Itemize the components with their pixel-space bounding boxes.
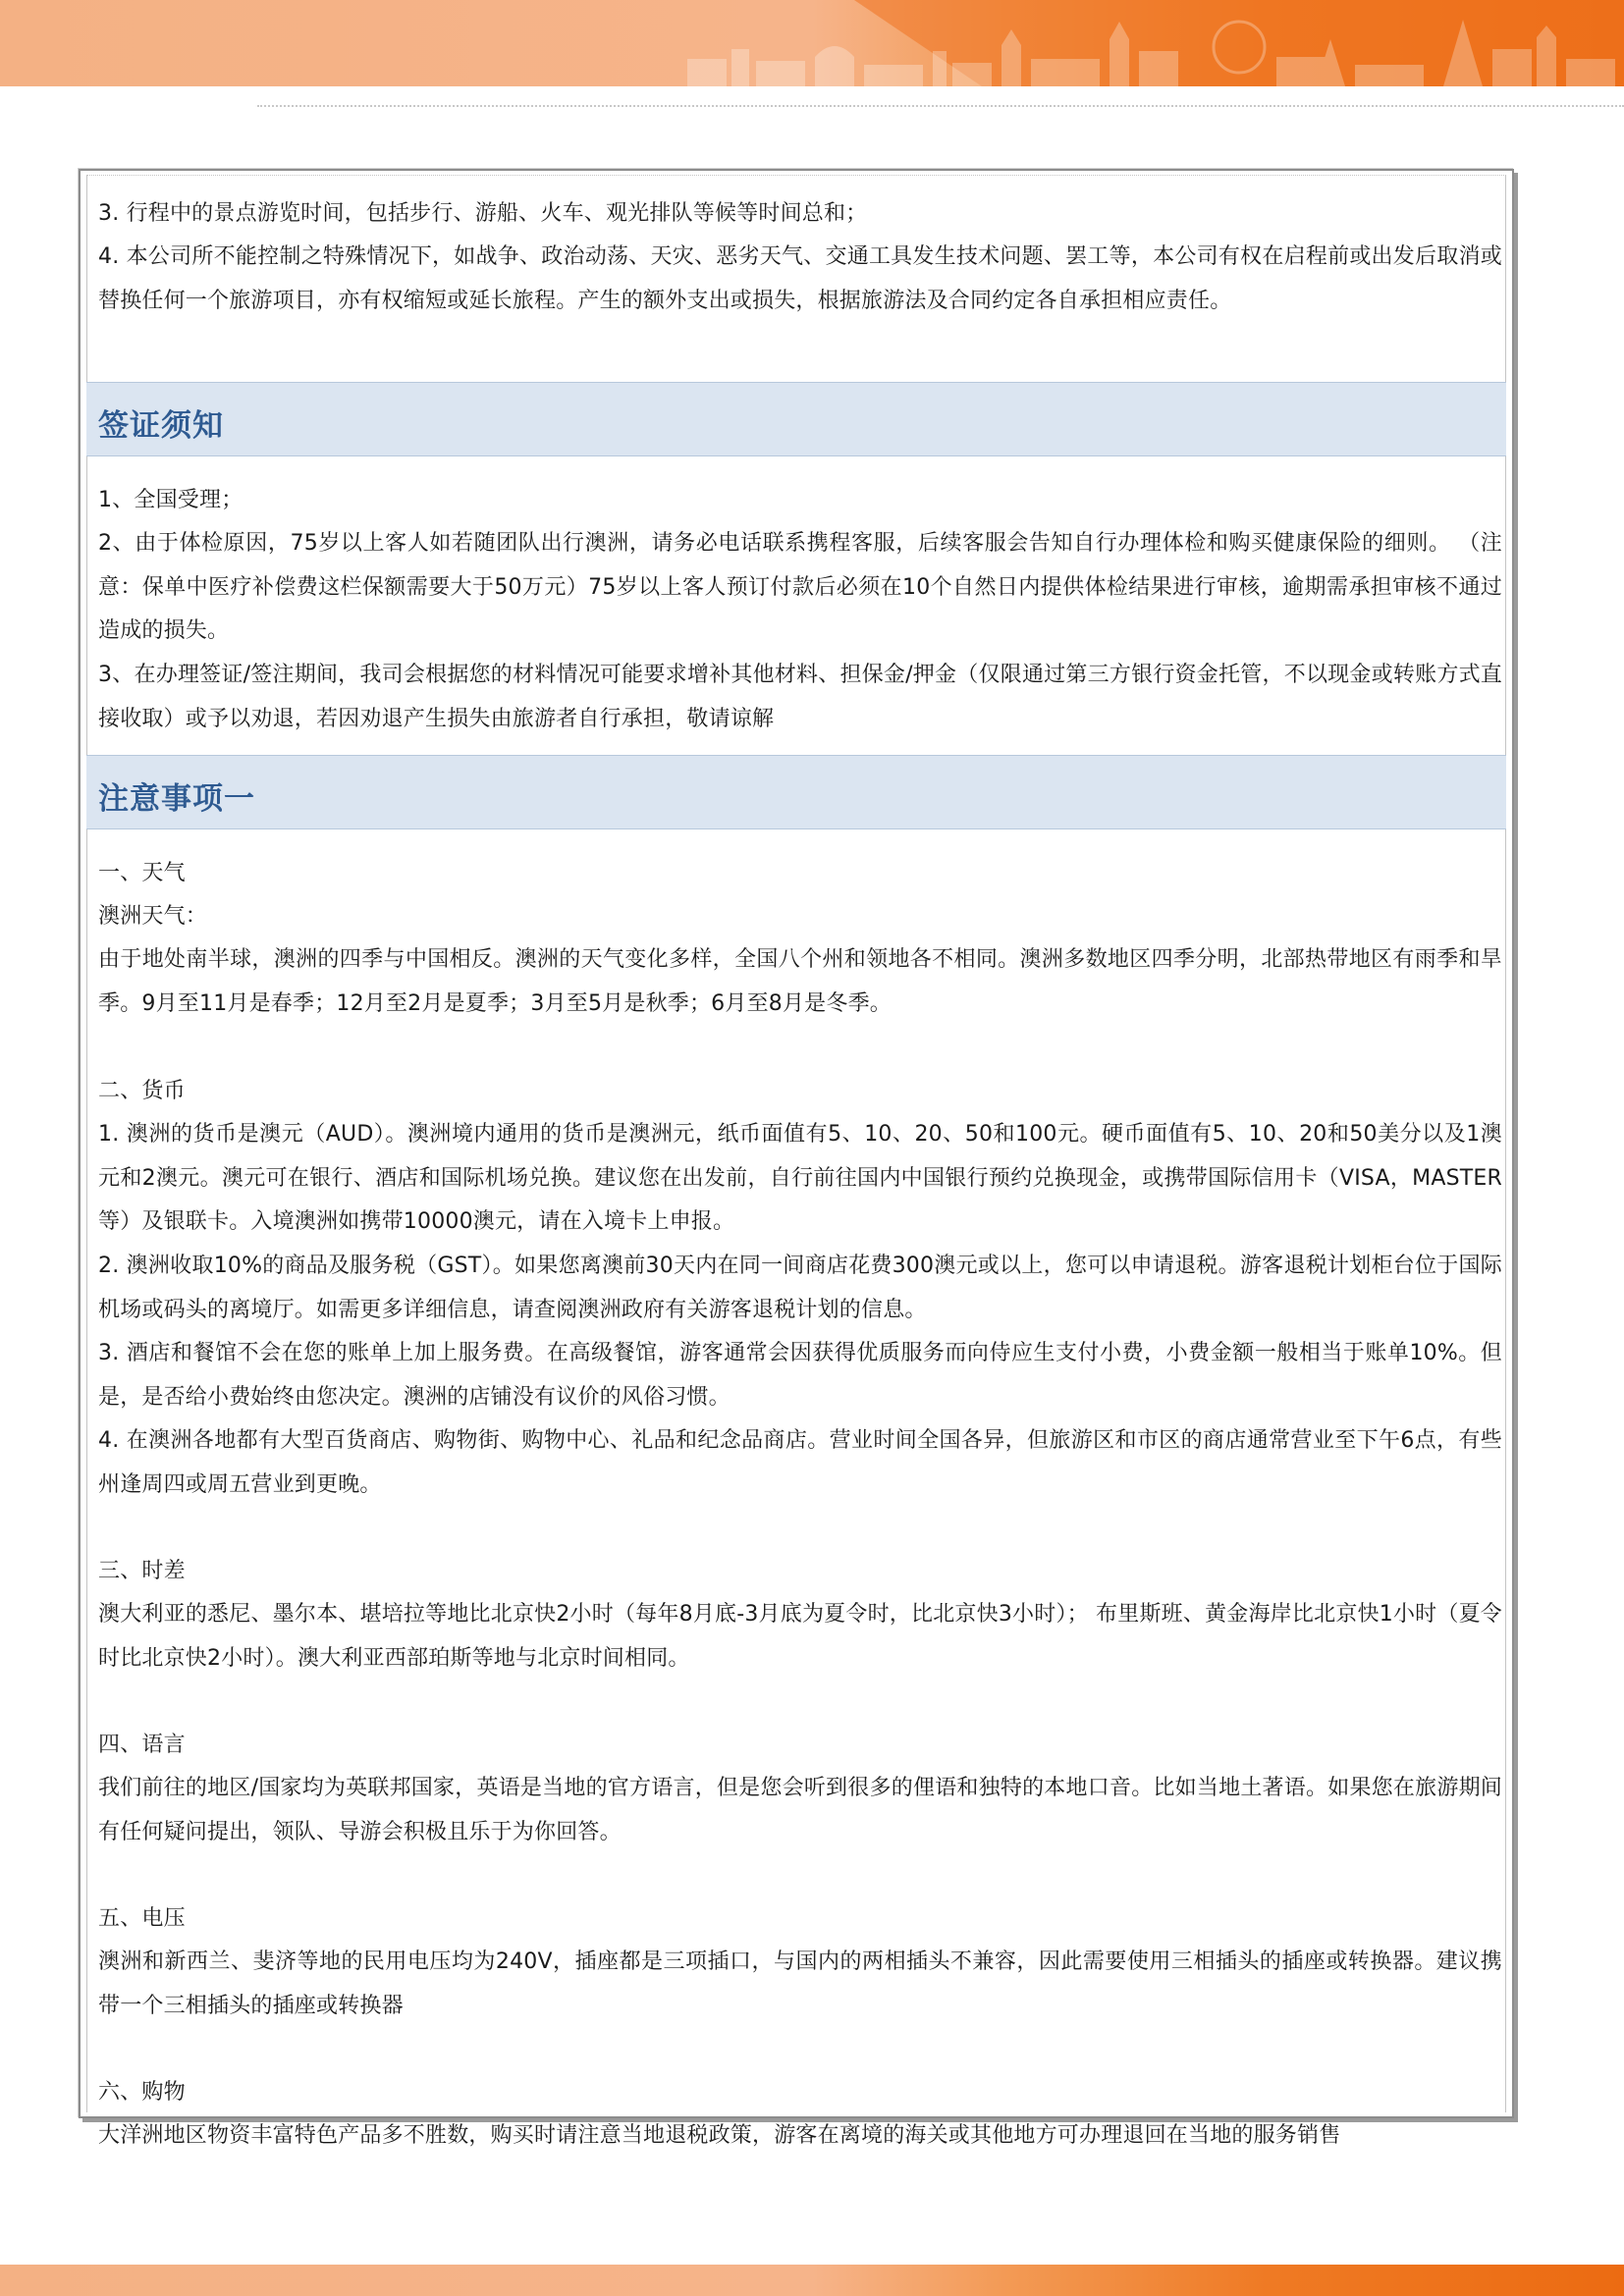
shopping-heading: 六、购物 bbox=[98, 2080, 186, 2105]
currency-item-3: 3. 酒店和餐馆不会在您的账单上加上服务费。在高级餐馆，游客通常会因获得优质服务而向侍应生支付小费，小费金额一般相当于账单10%。但是，是否给小费始终由您决定。澳洲的店铺没有议价的风俗习惯。 bbox=[98, 1341, 1502, 1410]
weather-heading: 一、天气 bbox=[98, 861, 186, 885]
currency-item-2: 2. 澳洲收取10%的商品及服务税（GST）。如果您离澳前30天内在同一间商店花费300澳元或以上，您可以申请退税。游客退税计划柜台位于国际机场或码头的离境厅。如需更多详细信息，请查阅澳洲政府有关游客退税计划的信息。 bbox=[98, 1254, 1502, 1322]
visa-item-1: 1、全国受理； bbox=[98, 488, 244, 512]
currency-item-4: 4. 在澳洲各地都有大型百货商店、购物街、购物中心、礼品和纪念品商店。营业时间全国各异，但旅游区和市区的商店通常营业至下午6点，有些州逢周四或周五营业到更晚。 bbox=[98, 1428, 1502, 1497]
currency-item-1: 1. 澳洲的货币是澳元（AUD）。澳洲境内通用的货币是澳洲元，纸币面值有5、10、20、50和100元。硬币面值有5、10、20和50美分以及1澳元和2澳元。澳元可在银行、酒店和国际机场兑换。建议您在出发前，自行前往国内中国银行预约兑换现金，或携带国际信用卡（VISA，MASTER等）及银联卡。入境澳洲如携带10000澳元，请在入境卡上申报。 bbox=[98, 1122, 1502, 1234]
visa-item-2: 2、由于体检原因，75岁以上客人如若随团队出行澳洲，请务必电话联系携程客服，后续客服会告知自行办理体检和购买健康保险的细则。 （注意：保单中医疗补偿费这栏保额需要大于50万元）75岁以上客人预订付款后必须在10个自然日内提供体检结果进行审核，逾期需承担审核不通过造成的损失。 bbox=[98, 531, 1502, 643]
voltage-heading: 五、电压 bbox=[98, 1906, 186, 1931]
section-header-notes bbox=[86, 755, 1506, 829]
header-banner bbox=[0, 0, 1624, 86]
header-rule bbox=[257, 105, 1624, 107]
shopping-text: 大洋洲地区物资丰富特色产品多不胜数，购买时请注意当地退税政策，游客在离境的海关或其他地方可办理退回在当地的服务销售 bbox=[98, 2123, 1341, 2148]
language-text: 我们前往的地区/国家均为英联邦国家，英语是当地的官方语言，但是您会听到很多的俚语和独特的本地口音。比如当地土著语。如果您在旅游期间有任何疑问提出，领队、导游会积极且乐于为你回答。 bbox=[98, 1776, 1502, 1844]
weather-subheading: 澳洲天气： bbox=[98, 904, 208, 929]
footer-banner bbox=[0, 2265, 1624, 2296]
section-header-visa bbox=[86, 382, 1506, 456]
section-title: 注意事项一 bbox=[98, 781, 255, 817]
city-skyline-illustration bbox=[0, 0, 1624, 86]
currency-heading: 二、货币 bbox=[98, 1079, 186, 1103]
language-heading: 四、语言 bbox=[98, 1733, 186, 1757]
visa-item-3: 3、在办理签证/签注期间，我司会根据您的材料情况可能要求增补其他材料、担保金/押金（仅限通过第三方银行资金托管，不以现金或转账方式直接收取）或予以劝退，若因劝退产生损失由旅游者自行承担，敬请谅解 bbox=[98, 663, 1502, 731]
weather-text: 由于地处南半球，澳洲的四季与中国相反。澳洲的天气变化多样，全国八个州和领地各不相同。澳洲多数地区四季分明，北部热带地区有雨季和旱季。9月至11月是春季；12月至2月是夏季；3月至5月是秋季；6月至8月是冬季。 bbox=[98, 947, 1502, 1016]
section-title: 签证须知 bbox=[98, 408, 224, 444]
terms-item-4: 4. 本公司所不能控制之特殊情况下，如战争、政治动荡、天灾、恶劣天气、交通工具发生技术问题、罢工等，本公司有权在启程前或出发后取消或替换任何一个旅游项目，亦有权缩短或延长旅程。产生的额外支出或损失，根据旅游法及合同约定各自承担相应责任。 bbox=[98, 244, 1502, 313]
terms-item-3: 3. 行程中的景点游览时间，包括步行、游船、火车、观光排队等候等时间总和； bbox=[98, 201, 868, 226]
timezone-heading: 三、时差 bbox=[98, 1559, 186, 1583]
timezone-text: 澳大利亚的悉尼、墨尔本、堪培拉等地比北京快2小时（每年8月底-3月底为夏令时，比北京快3小时）； 布里斯班、黄金海岸比北京快1小时（夏令时比北京快2小时）。澳大利亚西部珀斯等地与北京时间相同。 bbox=[98, 1602, 1502, 1671]
voltage-text: 澳洲和新西兰、斐济等地的民用电压均为240V，插座都是三项插口，与国内的两相插头不兼容，因此需要使用三相插头的插座或转换器。建议携带一个三相插头的插座或转换器 bbox=[98, 1949, 1502, 2018]
